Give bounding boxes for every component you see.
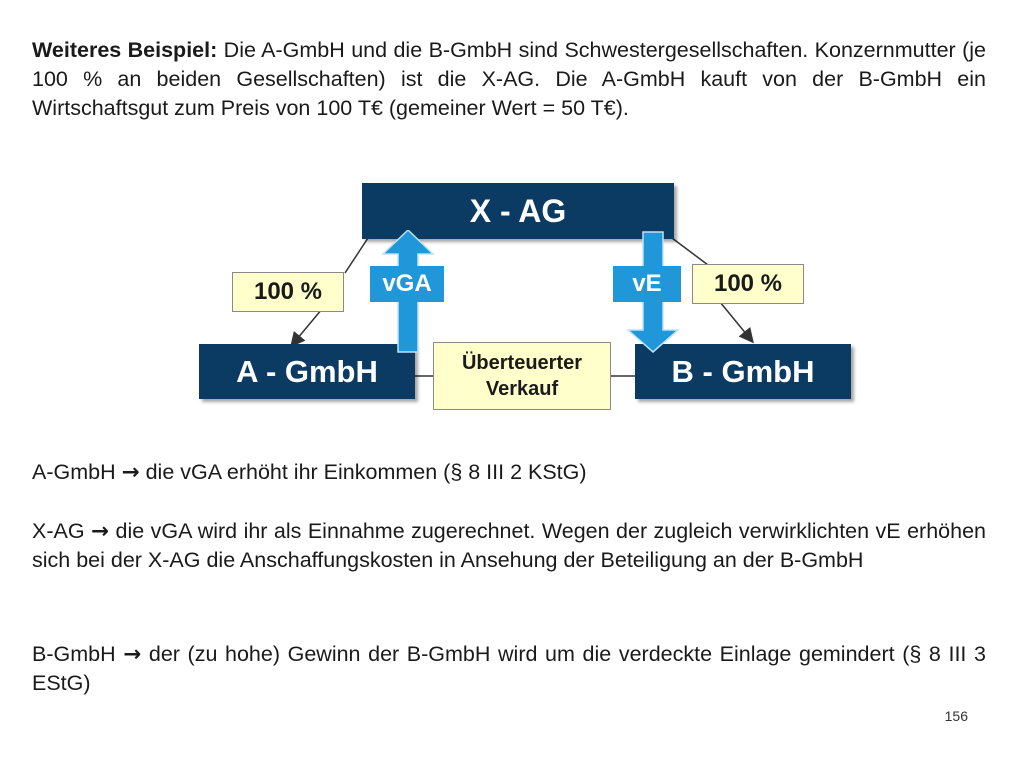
vga-label: vGA [382,270,432,297]
point-a-subject: A-GmbH [32,460,116,484]
point-x-subject: X-AG [32,519,85,543]
transaction-line-1: Überteuerter [461,352,583,374]
ve-label-box [613,266,681,302]
vga-label-box [370,266,444,302]
left-share-badge [232,272,344,312]
x-ag-label: X - AG [469,192,567,229]
page-number: 156 [944,708,968,724]
arrow-icon: → [91,519,110,544]
point-x-text: die vGA wird ihr als Einnahme zugerechnet. Wegen der zugleich verwirklichten vE erhöhen sich bei der X-AG die Anschaffungskosten in Ansehung der Beteiligung an der B-GmbH [32,519,986,572]
transaction-box [433,342,611,410]
arrow-icon: → [121,460,140,485]
point-b-gmbh [32,640,986,698]
point-b-text: der (zu hohe) Gewinn der B-GmbH wird um die verdeckte Einlage gemindert (§ 8 III 3 EStG) [32,642,986,695]
arrow-icon: → [123,642,142,667]
left-share-text: 100 % [253,278,323,305]
connector-x-to-b [720,302,752,341]
intro-label: Weiteres Beispiel: [32,38,218,62]
transaction-line-2: Verkauf [485,378,559,400]
point-a-text: die vGA erhöht ihr Einkommen (§ 8 III 2 KStG) [139,460,587,484]
ve-label: vE [632,270,662,297]
point-b-subject: B-GmbH [32,642,116,666]
point-a-gmbh [32,458,986,487]
intro-text: Die A-GmbH und die B-GmbH sind Schwestergesellschaften. Konzernmutter (je 100 % an beiden Gesellschaften) ist die X-AG. Die A-GmbH kauft von der B-GmbH ein Wirtschaftsgut zum Preis von 100 T€ (gemeiner Wert = 50 T€). [32,38,986,120]
point-x-ag [32,517,986,575]
b-gmbh-label: B - GmbH [671,353,815,389]
a-gmbh-label: A - GmbH [236,353,378,389]
connector-x-to-a-upper [345,238,368,273]
connector-x-to-a [292,309,322,345]
right-share-text: 100 % [713,270,783,297]
right-share-badge [692,264,804,304]
